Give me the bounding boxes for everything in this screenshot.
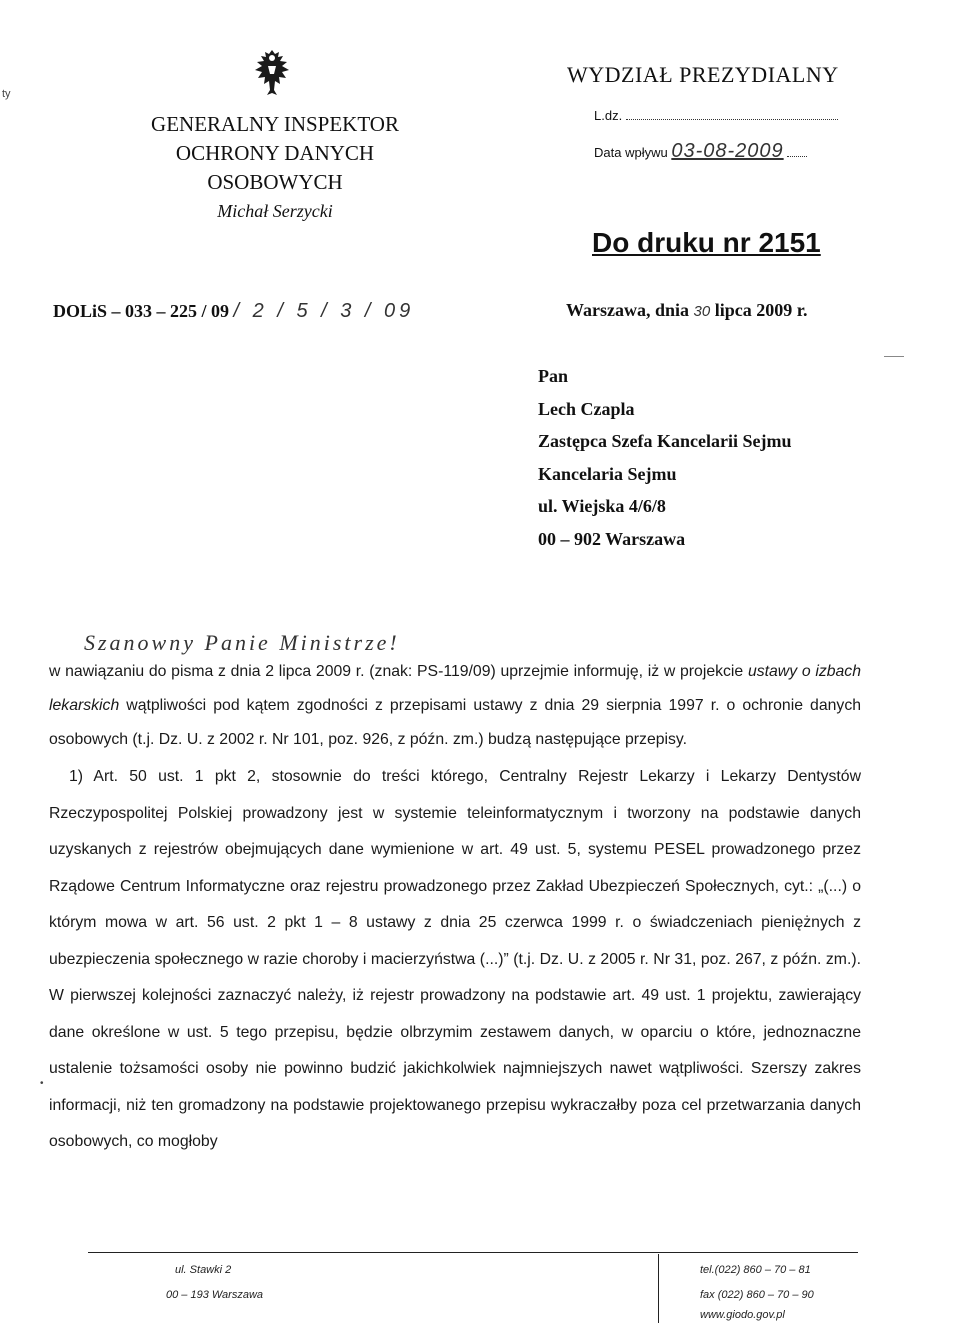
- stamp-ldz-dots: [626, 119, 838, 120]
- footer-fax: fax (022) 860 – 70 – 90: [700, 1289, 814, 1301]
- reference-number-text: DOLiS – 033 – 225 / 09: [53, 301, 230, 321]
- footer-street: ul. Stawki 2: [175, 1264, 232, 1276]
- reference-number: [53, 300, 414, 323]
- org-line-3: OSOBOWYCH: [207, 170, 343, 194]
- para1-text-a: w nawiązaniu do pisma z dnia 2 lipca 2009 r. (znak: PS-119/09) uprzejmie informuję, iż w projekcie: [49, 663, 748, 680]
- date-prefix: Warszawa, dnia: [566, 300, 690, 320]
- stamp-ldz-row: [594, 108, 838, 123]
- margin-dash: [884, 356, 904, 357]
- recipient-line: Lech Czapla: [538, 398, 635, 419]
- recipient-line: Pan: [538, 366, 569, 386]
- stamp-ldz-label: L.dz.: [594, 108, 623, 123]
- recipient-line: Zastępca Szefa Kancelarii Sejmu: [538, 431, 792, 452]
- footer-divider: [658, 1254, 659, 1323]
- recipient-line: ul. Wiejska 4/6/8: [538, 496, 666, 517]
- para1-act-title: ustawy o izbach lekarskich: [49, 663, 861, 714]
- footer-web: www.giodo.gov.pl: [700, 1309, 785, 1321]
- body-item-1: [49, 759, 861, 1161]
- letter-body: [49, 655, 861, 1161]
- margin-bullet: •: [40, 1078, 44, 1089]
- item1-text: 1) Art. 50 ust. 1 pkt 2, stosownie do treści którego, Centralny Rejestr Lekarzy i Lekarzy Dentystów Rzeczypospolitej Polskiej prowadzony jest w systemie teleinformatycznym i tworzony na podstawie danych uzyskanych z rejestrów obejmujących dane wymienione w art. 49 ust. 5, systemu PESEL prowadzonego przez Rządowe Centrum Informatyczne oraz rejestru prowadzonego przez Zakład Ubezpieczeń Społecznych, cyt.: „(...) o którym mowa w art. 56 ust. 2 pkt 1 – 8 ustawy z dnia 25 czerwca 1999 r. o świadczeniach pieniężnych z ubezpieczenia społecznego w razie choroby i macierzyństwa (...)” (t.j. Dz. U. z 2005 r. Nr 31, poz. 267, z późn. zm.). W pierwszej kolejności zaznaczyć należy, iż rejestr prowadzony na podstawie art. 49 ust. 1 projektu, zawierający dane określone w ust. 5 tego przepisu, będzie olbrzymim zestawem danych, w oparciu o które, jednoznaczne ustalenie tożsamości osoby nie powinno budzić jakichkolwiek najmniejszych nawet wątpliwości. Szerszy zakres informacji, niż ten gromadzony na podstawie projektowanego przepisu wykraczałby poza cel przetwarzania danych osobowych, co mogłoby: [49, 768, 861, 1151]
- handwritten-greeting: Szanowny Panie Ministrze!: [84, 630, 400, 655]
- reference-handwritten: / 2 / 5 / 3 / 09: [233, 300, 415, 322]
- footer-tel: tel.(022) 860 – 70 – 81: [700, 1264, 811, 1276]
- stamp-date-value: 03-08-2009: [671, 140, 784, 162]
- org-person-name: Michał Serzycki: [217, 201, 333, 221]
- recipient-line: Kancelaria Sejmu: [538, 463, 677, 484]
- registry-stamp-title: WYDZIAŁ PREZYDIALNY: [567, 62, 839, 87]
- date-suffix: lipca 2009 r.: [714, 300, 808, 320]
- body-paragraph-1: [49, 655, 861, 756]
- org-line-1: GENERALNY INSPEKTOR: [151, 112, 399, 136]
- stamp-date-dots: [787, 156, 807, 157]
- state-emblem-eagle-icon: [252, 48, 292, 98]
- date-day-handwritten: 30: [693, 303, 711, 320]
- place-and-date: [566, 300, 808, 321]
- recipient-address: [538, 360, 791, 556]
- footer-rule: [88, 1252, 858, 1253]
- recipient-line: 00 – 902 Warszawa: [538, 528, 686, 549]
- sender-organization: [110, 110, 440, 226]
- para1-text-b: wątpliwości pod kątem zgodności z przepisami ustawy z dnia 29 sierpnia 1997 r. o ochronie danych osobowych (t.j. Dz. U. z 2002 r. Nr 101, poz. 926, z późn. zm.) budzą następujące przepisy.: [49, 696, 861, 748]
- stamp-date-label: Data wpływu: [594, 145, 668, 160]
- org-line-2: OCHRONY DANYCH: [175, 141, 375, 165]
- print-number-heading: Do druku nr 2151: [592, 227, 821, 258]
- margin-mark: ty: [2, 88, 11, 100]
- stamp-date-row: [594, 140, 807, 163]
- footer-city: 00 – 193 Warszawa: [166, 1289, 264, 1301]
